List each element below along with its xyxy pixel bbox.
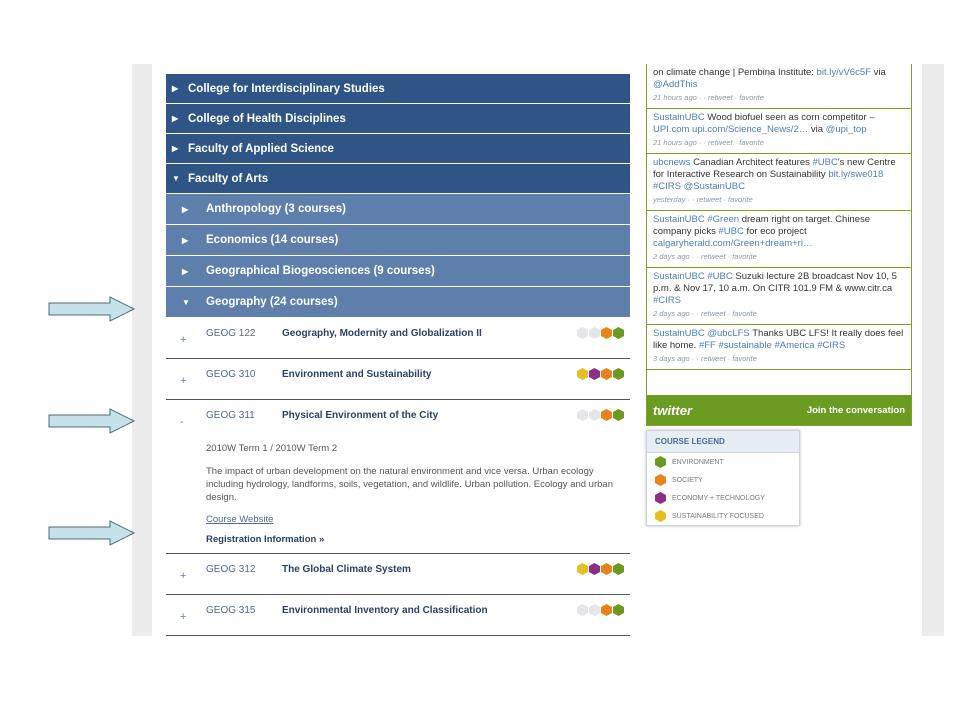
sustainability-hex-icon [655, 510, 666, 522]
course-item [166, 318, 630, 359]
course-legend [646, 430, 800, 526]
tweet-text-segment: via [808, 124, 826, 135]
department-label: Geographical Biogeosciences (9 courses) [206, 265, 435, 277]
legend-item [647, 507, 799, 525]
legend-item [647, 489, 799, 507]
course-website-link[interactable]: Course Website [206, 514, 274, 525]
society-hex-icon [601, 604, 612, 616]
collapse-icon[interactable]: - [180, 416, 184, 428]
tweet-text-segment: Thanks UBC LFS! It really does feel like home. [653, 328, 904, 351]
tweet-meta: yesterday · · retweet · favorite [653, 195, 753, 204]
legend-title: COURSE LEGEND [647, 431, 799, 453]
tweet-text-segment: via [870, 67, 886, 78]
tweet [647, 109, 911, 154]
legend-label: SOCIETY [672, 476, 703, 484]
tweet-link[interactable]: SustainUBC @ubcLFS [653, 328, 750, 339]
course-row[interactable] [166, 554, 630, 594]
course-title[interactable]: The Global Climate System [282, 564, 411, 575]
accordion-faculty[interactable] [166, 104, 630, 134]
sustainability-hex-icon [577, 368, 588, 380]
tweet-meta: 2 days ago · · retweet · favorite [653, 309, 757, 318]
caret-right-icon: ▶ [182, 235, 189, 245]
tweet [647, 268, 911, 325]
environment-hex-icon [613, 563, 624, 575]
tweet-text-segment: dream right on target. Chinese company picks [653, 214, 871, 237]
tweet-meta: 21 hours ago · · retweet · favorite [653, 93, 764, 102]
course-category-icons [577, 368, 624, 380]
legend-label: SUSTAINABILITY FOCUSED [672, 512, 764, 520]
society-hex-icon [601, 409, 612, 421]
course-title[interactable]: Environmental Inventory and Classification [282, 605, 488, 616]
twitter-logo: twitter [653, 402, 692, 418]
accordion-department[interactable] [166, 287, 630, 318]
society-hex-icon [601, 368, 612, 380]
none-hex-icon [577, 327, 588, 339]
course-term: 2010W Term 1 / 2010W Term 2 [206, 443, 338, 454]
tweet-text [653, 157, 905, 193]
accordion-label: College for Interdisciplinary Studies [188, 82, 385, 95]
course-item [166, 554, 630, 595]
tweet-link[interactable]: bit.ly/vV6c5F [816, 67, 871, 78]
tweet [647, 211, 911, 268]
tweet-text [653, 112, 905, 136]
tweet-link[interactable]: calgaryherald.com/Green+dream+ri… [653, 238, 813, 249]
course-code: GEOG 122 [206, 328, 256, 339]
annotation-arrow-icon [48, 296, 136, 322]
caret-right-icon: ▶ [172, 84, 179, 93]
environment-hex-icon [613, 368, 624, 380]
accordion-faculty[interactable] [166, 134, 630, 164]
page-content [152, 64, 922, 636]
accordion-label: Faculty of Applied Science [188, 142, 334, 155]
course-title[interactable]: Geography, Modernity and Globalization II [282, 328, 482, 339]
tweet-meta: 3 days ago · · retweet · favorite [653, 354, 757, 363]
accordion-department[interactable] [166, 194, 630, 225]
course-title[interactable]: Environment and Sustainability [282, 369, 432, 380]
expand-icon[interactable]: + [180, 334, 187, 346]
caret-right-icon: ▶ [172, 144, 179, 153]
tweet-text [653, 271, 905, 307]
accordion-label: College of Health Disciplines [188, 112, 346, 125]
course-row[interactable] [166, 318, 630, 358]
none-hex-icon [577, 409, 588, 421]
sustainability-hex-icon [577, 563, 588, 575]
environment-hex-icon [613, 604, 624, 616]
accordion-label: Faculty of Arts [188, 172, 269, 185]
legend-label: ECONOMY + TECHNOLOGY [672, 494, 765, 502]
caret-down-icon: ▼ [172, 174, 180, 183]
caret-right-icon: ▶ [182, 204, 189, 214]
course-title[interactable]: Physical Environment of the City [282, 410, 439, 421]
department-label: Economics (14 courses) [206, 234, 339, 246]
annotation-arrow-icon [48, 408, 136, 434]
course-code: GEOG 315 [206, 605, 256, 616]
tweet [647, 154, 911, 211]
tweet-text-segment: Wood biofuel seen as corn competitor – [704, 112, 875, 123]
economy-hex-icon [589, 563, 600, 575]
tweet-link[interactable]: @upi_top [825, 124, 867, 135]
environment-hex-icon [613, 409, 624, 421]
legend-item [647, 471, 799, 489]
tweet-meta: 21 hours ago · · retweet · favorite [653, 138, 764, 147]
course-category-icons [577, 409, 624, 421]
tweet-text-segment: Canadian Architect features [690, 157, 813, 168]
course-code: GEOG 310 [206, 369, 256, 380]
legend-label: ENVIRONMENT [672, 458, 724, 466]
browser-frame [132, 64, 944, 636]
caret-right-icon: ▶ [172, 114, 179, 123]
accordion-department[interactable] [166, 225, 630, 256]
tweet-link[interactable]: #UBC [812, 157, 838, 168]
none-hex-icon [577, 604, 588, 616]
course-item [166, 595, 630, 636]
tweet-link[interactable]: ubcnews [653, 157, 691, 168]
tweet-text-segment: Suzuki lecture 2B broadcast Nov 10, 5 p.m. & Nov 17, 10 a.m. On CITR 101.9 FM & www.citr.ca [653, 271, 897, 294]
course-row[interactable] [166, 359, 630, 399]
course-listing [166, 74, 630, 636]
tweet-meta: 2 days ago · · retweet · favorite [653, 252, 757, 261]
department-label: Anthropology (3 courses) [206, 203, 346, 215]
course-category-icons [577, 604, 624, 616]
caret-right-icon: ▶ [182, 266, 189, 276]
expand-icon[interactable]: + [180, 570, 187, 582]
join-conversation-link[interactable]: Join the conversation [806, 404, 905, 416]
tweet-link[interactable]: #CIRS [653, 295, 681, 306]
tweet-link[interactable]: SustainUBC [653, 112, 705, 123]
tweet-link[interactable]: SustainUBC #Green [653, 214, 740, 225]
accordion-faculty[interactable] [166, 164, 630, 194]
twitter-widget [646, 64, 912, 426]
course-category-icons [577, 563, 624, 575]
course-item [166, 400, 630, 554]
tweet-text [653, 214, 905, 250]
tweet-link[interactable]: @AddThis [653, 79, 698, 90]
environment-hex-icon [613, 327, 624, 339]
department-label: Geography (24 courses) [206, 296, 338, 308]
tweet [647, 325, 911, 370]
accordion-department[interactable] [166, 256, 630, 287]
twitter-footer [647, 395, 911, 425]
course-code: GEOG 312 [206, 564, 256, 575]
tweet-text-segment: on climate change | Pembina Institute: [653, 67, 817, 78]
legend-item [647, 453, 799, 471]
none-hex-icon [589, 327, 600, 339]
none-hex-icon [589, 604, 600, 616]
tweet-link[interactable]: #FF #sustainable #America #CIRS [698, 340, 846, 351]
economy-hex-icon [589, 368, 600, 380]
tweet-link[interactable]: bit.ly/swe018 #CIRS @SustainUBC [653, 169, 884, 192]
tweet-text [653, 328, 905, 352]
caret-down-icon: ▼ [182, 297, 190, 307]
registration-info-link[interactable]: Registration Information » [206, 534, 325, 545]
accordion-faculty[interactable] [166, 74, 630, 104]
expand-icon[interactable]: + [180, 611, 187, 623]
annotation-arrow-icon [48, 520, 136, 546]
economy-hex-icon [655, 492, 666, 504]
course-category-icons [577, 327, 624, 339]
society-hex-icon [601, 563, 612, 575]
tweet-text-segment: 's new Centre for Interactive Research on Sustainability [653, 157, 896, 180]
tweet-link[interactable]: SustainUBC #UBC [653, 271, 733, 282]
society-hex-icon [601, 327, 612, 339]
course-row[interactable] [166, 400, 630, 440]
tweet-text [653, 67, 905, 91]
environment-hex-icon [655, 456, 666, 468]
tweet-text-segment: for eco project [743, 226, 807, 237]
tweet-link[interactable]: UPI.com upi.com/Science_News/2… [653, 124, 809, 135]
expand-icon[interactable]: + [180, 375, 187, 387]
society-hex-icon [655, 474, 666, 486]
course-details [166, 442, 630, 553]
tweet [647, 64, 911, 109]
course-code: GEOG 311 [206, 410, 255, 421]
tweet-link[interactable]: #UBC [718, 226, 744, 237]
course-description: The impact of urban development on the natural environment and vice versa. Urban ecology including hydrology, landforms, soils, vegetation, and wildlife. Urban pollution. Ecology and urban design. [206, 466, 613, 503]
none-hex-icon [589, 409, 600, 421]
course-row[interactable] [166, 595, 630, 635]
course-item [166, 359, 630, 400]
